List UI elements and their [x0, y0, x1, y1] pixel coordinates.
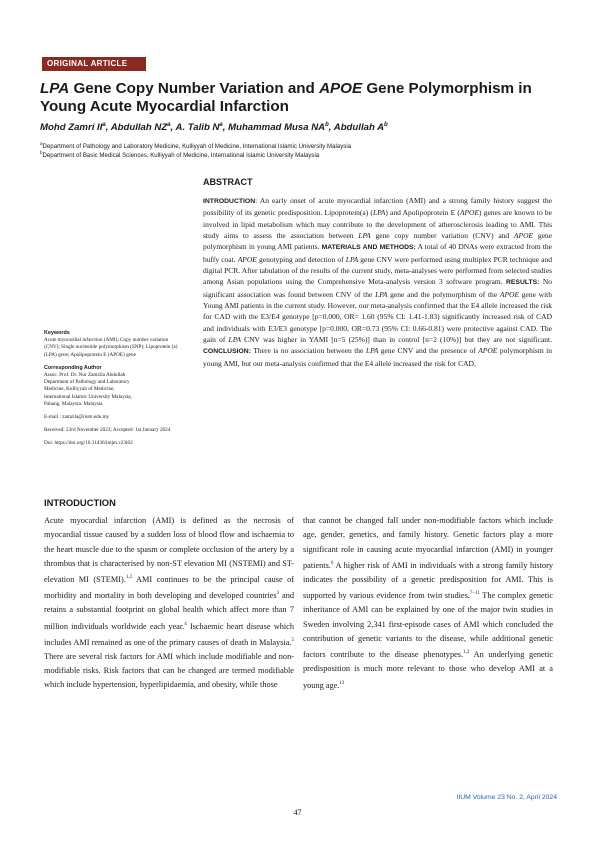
gene-name: APOE	[499, 289, 520, 299]
citation-superscript: 4	[184, 621, 187, 627]
paper-title	[40, 80, 560, 115]
title-gene-apoe: APOE	[319, 80, 363, 97]
page-number: 47	[293, 808, 302, 817]
citation-superscript: 5	[291, 637, 294, 643]
abstract-conclusion-label: CONCLUSION:	[203, 348, 251, 356]
corresponding-line: Department of Pathology and Laboratory	[44, 379, 130, 386]
citation-superscript: 6	[330, 560, 334, 566]
abstract-text: ) genes are known to be involved in lipid metabolism which may contribute to the development of atherosclerosis leading to AMI. This study aims to assess the association between	[203, 208, 552, 241]
corresponding-line: Assoc. Prof. Dr. Nur Zamzila Abdullah	[44, 372, 126, 379]
article-type-badge: ORIGINAL ARTICLE	[42, 57, 146, 71]
author-name: Muhammad Musa NA	[228, 122, 326, 134]
body-text: Acute myocardial infarction (AMI) is defined as the necrosis of myocardial tissue caused by a sudden loss of blood flow and ischaemia to the heart muscle due to the spasm or complete occlusion of the artery by a thrombus that is characterised by non-ST elevation MI (NSTEMI) and ST-elevation MI (STEMI).	[44, 516, 294, 584]
gene-name: APOE	[459, 208, 480, 218]
introduction-column-2	[303, 514, 553, 693]
abstract-text: ) and Apolipoprotein E (	[385, 208, 460, 218]
citation-superscript: 1,2	[125, 575, 133, 581]
affiliation-mark: a	[40, 141, 43, 146]
gene-name: LPA	[345, 254, 359, 264]
abstract-text: A total of 40 DNAs were extracted from the buffy coat.	[203, 242, 552, 264]
keywords-heading: Keywords	[44, 330, 70, 336]
body-text: Ischaemic heart disease which includes AMI remained as one of the primary causes of death in Malaysia.	[44, 621, 294, 647]
gene-name: LPA	[365, 346, 379, 356]
abstract-text: gene copy number variation (CNV) and	[370, 231, 514, 241]
affiliation-b	[40, 148, 560, 160]
author-affiliation-mark: b	[384, 122, 388, 128]
abstract-text: polymorphism in young AMI, but our meta-analysis confirmed that the E4 allele increased the risk for CAD.	[203, 346, 553, 368]
author-list	[40, 122, 560, 133]
abstract-text: No significant association was found between CNV of the	[203, 277, 552, 299]
gene-name: LPA	[375, 289, 388, 299]
body-text: There are several risk factors for AMI which include modifiable and non-modifiable risks. Risk factors that can be changed are termed modifiable which include hypertension, hyperlipidaemia, and obesity, while those	[44, 651, 294, 690]
gene-name: LPA	[228, 335, 241, 345]
introduction-heading: INTRODUCTION	[44, 497, 116, 508]
gene-name: LPA	[372, 208, 386, 218]
body-text: AMI continues to be the principal cause of morbidity and mortality in both developing and developed countries	[44, 574, 294, 601]
author-name: Mohd Zamri II	[40, 122, 103, 134]
affiliation-mark: b	[40, 150, 43, 155]
abstract-text: gene CNV and the presence of	[378, 346, 479, 356]
author-name: Abdullah A	[333, 122, 385, 134]
affiliation-text: Department of Pathology and Laboratory Medicine, Kulliyyah of Medicine, International Islamic University Malaysia	[42, 143, 352, 151]
gene-name: APOE	[237, 254, 257, 264]
author-affiliation-mark: a	[219, 122, 223, 128]
abstract-text: CNV was higher in YAMI [n=5 (25%)] than in control [n=2 (10%)] but they are not significant.	[240, 335, 552, 345]
body-text: An underlying genetic predisposition is much more relevant to those who develop AMI at a young age.	[303, 649, 554, 690]
body-text: A higher risk of AMI in individuals with a strong family history indicates the possibility of a genetic predisposition for AMI. This is supported by various evidence from twin studies.	[303, 560, 553, 601]
gene-name: LPA	[358, 231, 371, 241]
body-text: and retains a substantial footprint on global health which affect more than 7 million individuals worldwide each year.	[44, 591, 294, 631]
journal-footer: IIUM Volume 23 No. 2, April 2024	[456, 794, 557, 801]
author-name: A. Talib N	[175, 122, 220, 134]
corresponding-author-heading: Corresponding Author	[44, 364, 102, 371]
received-accepted-dates: Received: 23rd November 2023; Accepted: 1st January 2024	[44, 427, 171, 434]
corresponding-line: International Islamic University Malaysia,	[44, 393, 132, 400]
doi-link[interactable]: Doi: https://doi.org/10.31436/imjm.v23i02	[44, 440, 133, 447]
abstract-text: gene polymorphism in young AMI patients.	[203, 231, 552, 252]
title-gene-lpa: LPA	[40, 80, 70, 97]
abstract-heading: ABSTRACT	[203, 177, 253, 187]
email-link[interactable]: E-mail : zamzila@iium.edu.my	[44, 414, 110, 421]
corresponding-line: Pahang, Malaysia. Malaysia	[44, 400, 103, 407]
author-affiliation-mark: a	[102, 122, 106, 128]
abstract-methods-label: MATERIALS AND METHODS:	[321, 244, 416, 252]
body-text: The complex genetic inheritance of AMI can be explained by one of the major twin studies in Sweden involving 2,341 first-episode cases of AMI which concluded the contribution of genetic variants to the disease, while additional genetic factors contribute to the disease phenotypes.	[303, 591, 553, 659]
body-text: that cannot be changed fall under non-modifiable factors which include age, gender, genetics, and family history. Genetic factors play a more significant role in causing acute myocardial infarction (AMI) in younger patients.	[303, 516, 553, 570]
keywords-text: Acute myocardial infarction (AMI); Copy number variation (CNV); Single nucleotide polymorphism (SNP); Lipoprotein (a) (LPA) gene; Apolipoprotein E (APOE) gene	[44, 337, 178, 358]
citation-superscript: 13	[339, 680, 345, 686]
citation-superscript: 1,2	[463, 650, 470, 656]
author-name: Abdullah NZ	[110, 122, 168, 134]
abstract-text: genotyping and detection of	[256, 254, 346, 264]
title-text-2: Gene Polymorphism in Young Acute Myocardial Infarction	[40, 80, 532, 115]
gene-name: APOE	[513, 231, 534, 241]
abstract-text: gene CNV were performed using multiplex PCR technique and digital PCR. After tabulation of the results of the current study, meta-analyses were performed from selected studies among Asian populations using the Comprehensive Meta-analysis version 3 software program.	[203, 254, 553, 287]
author-affiliation-mark: b	[325, 122, 329, 128]
affiliation-text: Department of Basic Medical Sciences, Kulliyyah of Medicine, International Islamic University Malaysia	[42, 152, 320, 160]
author-separator: ,	[170, 122, 176, 134]
citation-superscript: 3	[276, 591, 280, 597]
author-affiliation-mark: a	[167, 122, 171, 128]
gene-name: APOE	[478, 346, 498, 356]
abstract-text: There is no association between the	[250, 346, 366, 356]
abstract-intro-label: INTRODUCTION	[203, 198, 256, 205]
title-text-1: Gene Copy Number Variation and	[69, 80, 320, 97]
abstract-text: gene with Young AMI patients in the current study. However, our meta-analysis confirmed that the E4 allele increased the risk for CAD with the E3/E4 genotype [p=0.000, OR= 1.60 (95% CI: 1.41-1.83) significantly increased risk of CAD and individuals with E3/E3 genotype [p=0.000, OR=0.73 (95% CI: 0.66-0.81) were protective against CAD. The gain of	[203, 289, 552, 345]
citation-superscript: 7–11	[469, 591, 480, 597]
introduction-column-1	[44, 514, 294, 693]
author-separator: ,	[328, 122, 334, 134]
author-separator: ,	[222, 122, 229, 134]
abstract-text: gene and the polymorphism of the	[387, 289, 500, 299]
corresponding-line: Medicine, Kulliyyah of Medicine,	[44, 386, 115, 393]
article-sidebar	[44, 330, 184, 448]
abstract-text: : An early onset of acute myocardial infarction (AMI) and a strong family history suggest the possibility of its genetic predisposition. Lipoprotein(a) (	[203, 196, 552, 218]
abstract-results-label: RESULTS:	[505, 279, 540, 287]
abstract-body	[203, 195, 552, 369]
author-separator: ,	[105, 122, 111, 134]
